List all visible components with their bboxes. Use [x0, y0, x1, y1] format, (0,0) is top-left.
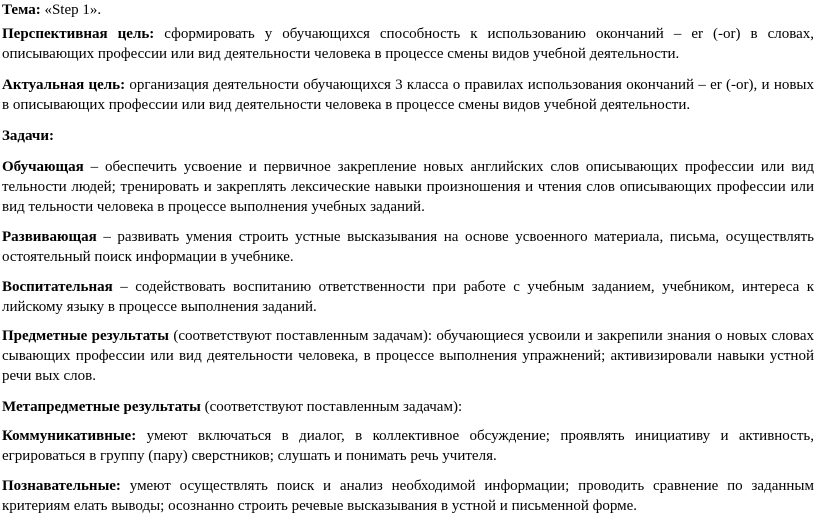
educational-task-paragraph — [2, 277, 814, 317]
actual-goal-label: Актуальная цель: — [2, 77, 126, 93]
meta-results-label: Метапредметные результаты — [2, 399, 201, 415]
educational-task-label: Воспитательная — [2, 279, 113, 295]
topic-value: «Step 1». — [40, 2, 102, 18]
communicative-label: Коммуникативные: — [2, 428, 137, 444]
tasks-heading — [2, 126, 814, 146]
subject-results-label: Предметные результаты — [2, 328, 170, 344]
cognitive-paragraph — [2, 476, 814, 516]
teaching-task-paragraph — [2, 157, 814, 217]
meta-results-paragraph — [2, 397, 814, 417]
teaching-task-text: – обеспечить усвоение и первичное закрепление новых английских слов описывающих профессии или вид тельности людей; тренировать и закреплять лексические навыки произношения и чтения слов описывающих профессии или вид тельности человека в процессе выполнения учебных заданий. — [2, 159, 814, 215]
actual-goal-paragraph — [2, 75, 814, 115]
subject-results-text: (соответствуют поставленным задачам): обучающиеся усвоили и закрепили знания о новых словах сывающих профессии или вид деятельности человека, в процессе выполнения упражнений; активизировали навыки устной речи вых слов. — [2, 328, 815, 384]
subject-results-paragraph — [2, 326, 814, 386]
perspective-goal-text: сформировать у обучающихся способность к использованию окончаний – er (-or) в словах, описывающих профессии или вид деятельности человека в процессе смены видов учебной деятельности. — [2, 26, 815, 62]
topic-label: Тема: — [2, 2, 41, 18]
meta-results-text: (соответствуют поставленным задачам): — [200, 399, 463, 415]
developing-task-label: Развивающая — [2, 229, 97, 245]
communicative-paragraph — [2, 426, 814, 466]
developing-task-paragraph — [2, 227, 814, 267]
educational-task-text: – содействовать воспитанию ответственности при работе с учебным заданием, учебником, интереса к лийскому языку в процессе выполнения заданий. — [2, 279, 814, 315]
communicative-text: умеют включаться в диалог, в коллективное обсуждение; проявлять инициативу и активность, егрироваться в группу (пару) сверстников; слушать и понимать речь учителя. — [2, 428, 814, 464]
developing-task-text: – развивать умения строить устные высказывания на основе усвоенного материала, письма, осуществлять остоятельный поиск информации в учебнике. — [2, 229, 814, 265]
topic-line — [2, 0, 814, 20]
perspective-goal-label: Перспективная цель: — [2, 26, 155, 42]
tasks-heading-text: Задачи: — [2, 128, 55, 144]
teaching-task-label: Обучающая — [2, 159, 84, 175]
cognitive-label: Познавательные: — [2, 478, 121, 494]
perspective-goal-paragraph — [2, 24, 814, 64]
actual-goal-text: организация деятельности обучающихся 3 класса о правилах использования окончаний – er (-or), и новых в описывающих профессии или вид деятельности человека в процессе смены видов учебной деятельности. — [2, 77, 815, 113]
cognitive-text: умеют осуществлять поиск и анализ необходимой информации; проводить сравнение по заданным критериям елать выводы; осознанно строить речевые высказывания в устной и письменной форме. — [2, 478, 814, 514]
